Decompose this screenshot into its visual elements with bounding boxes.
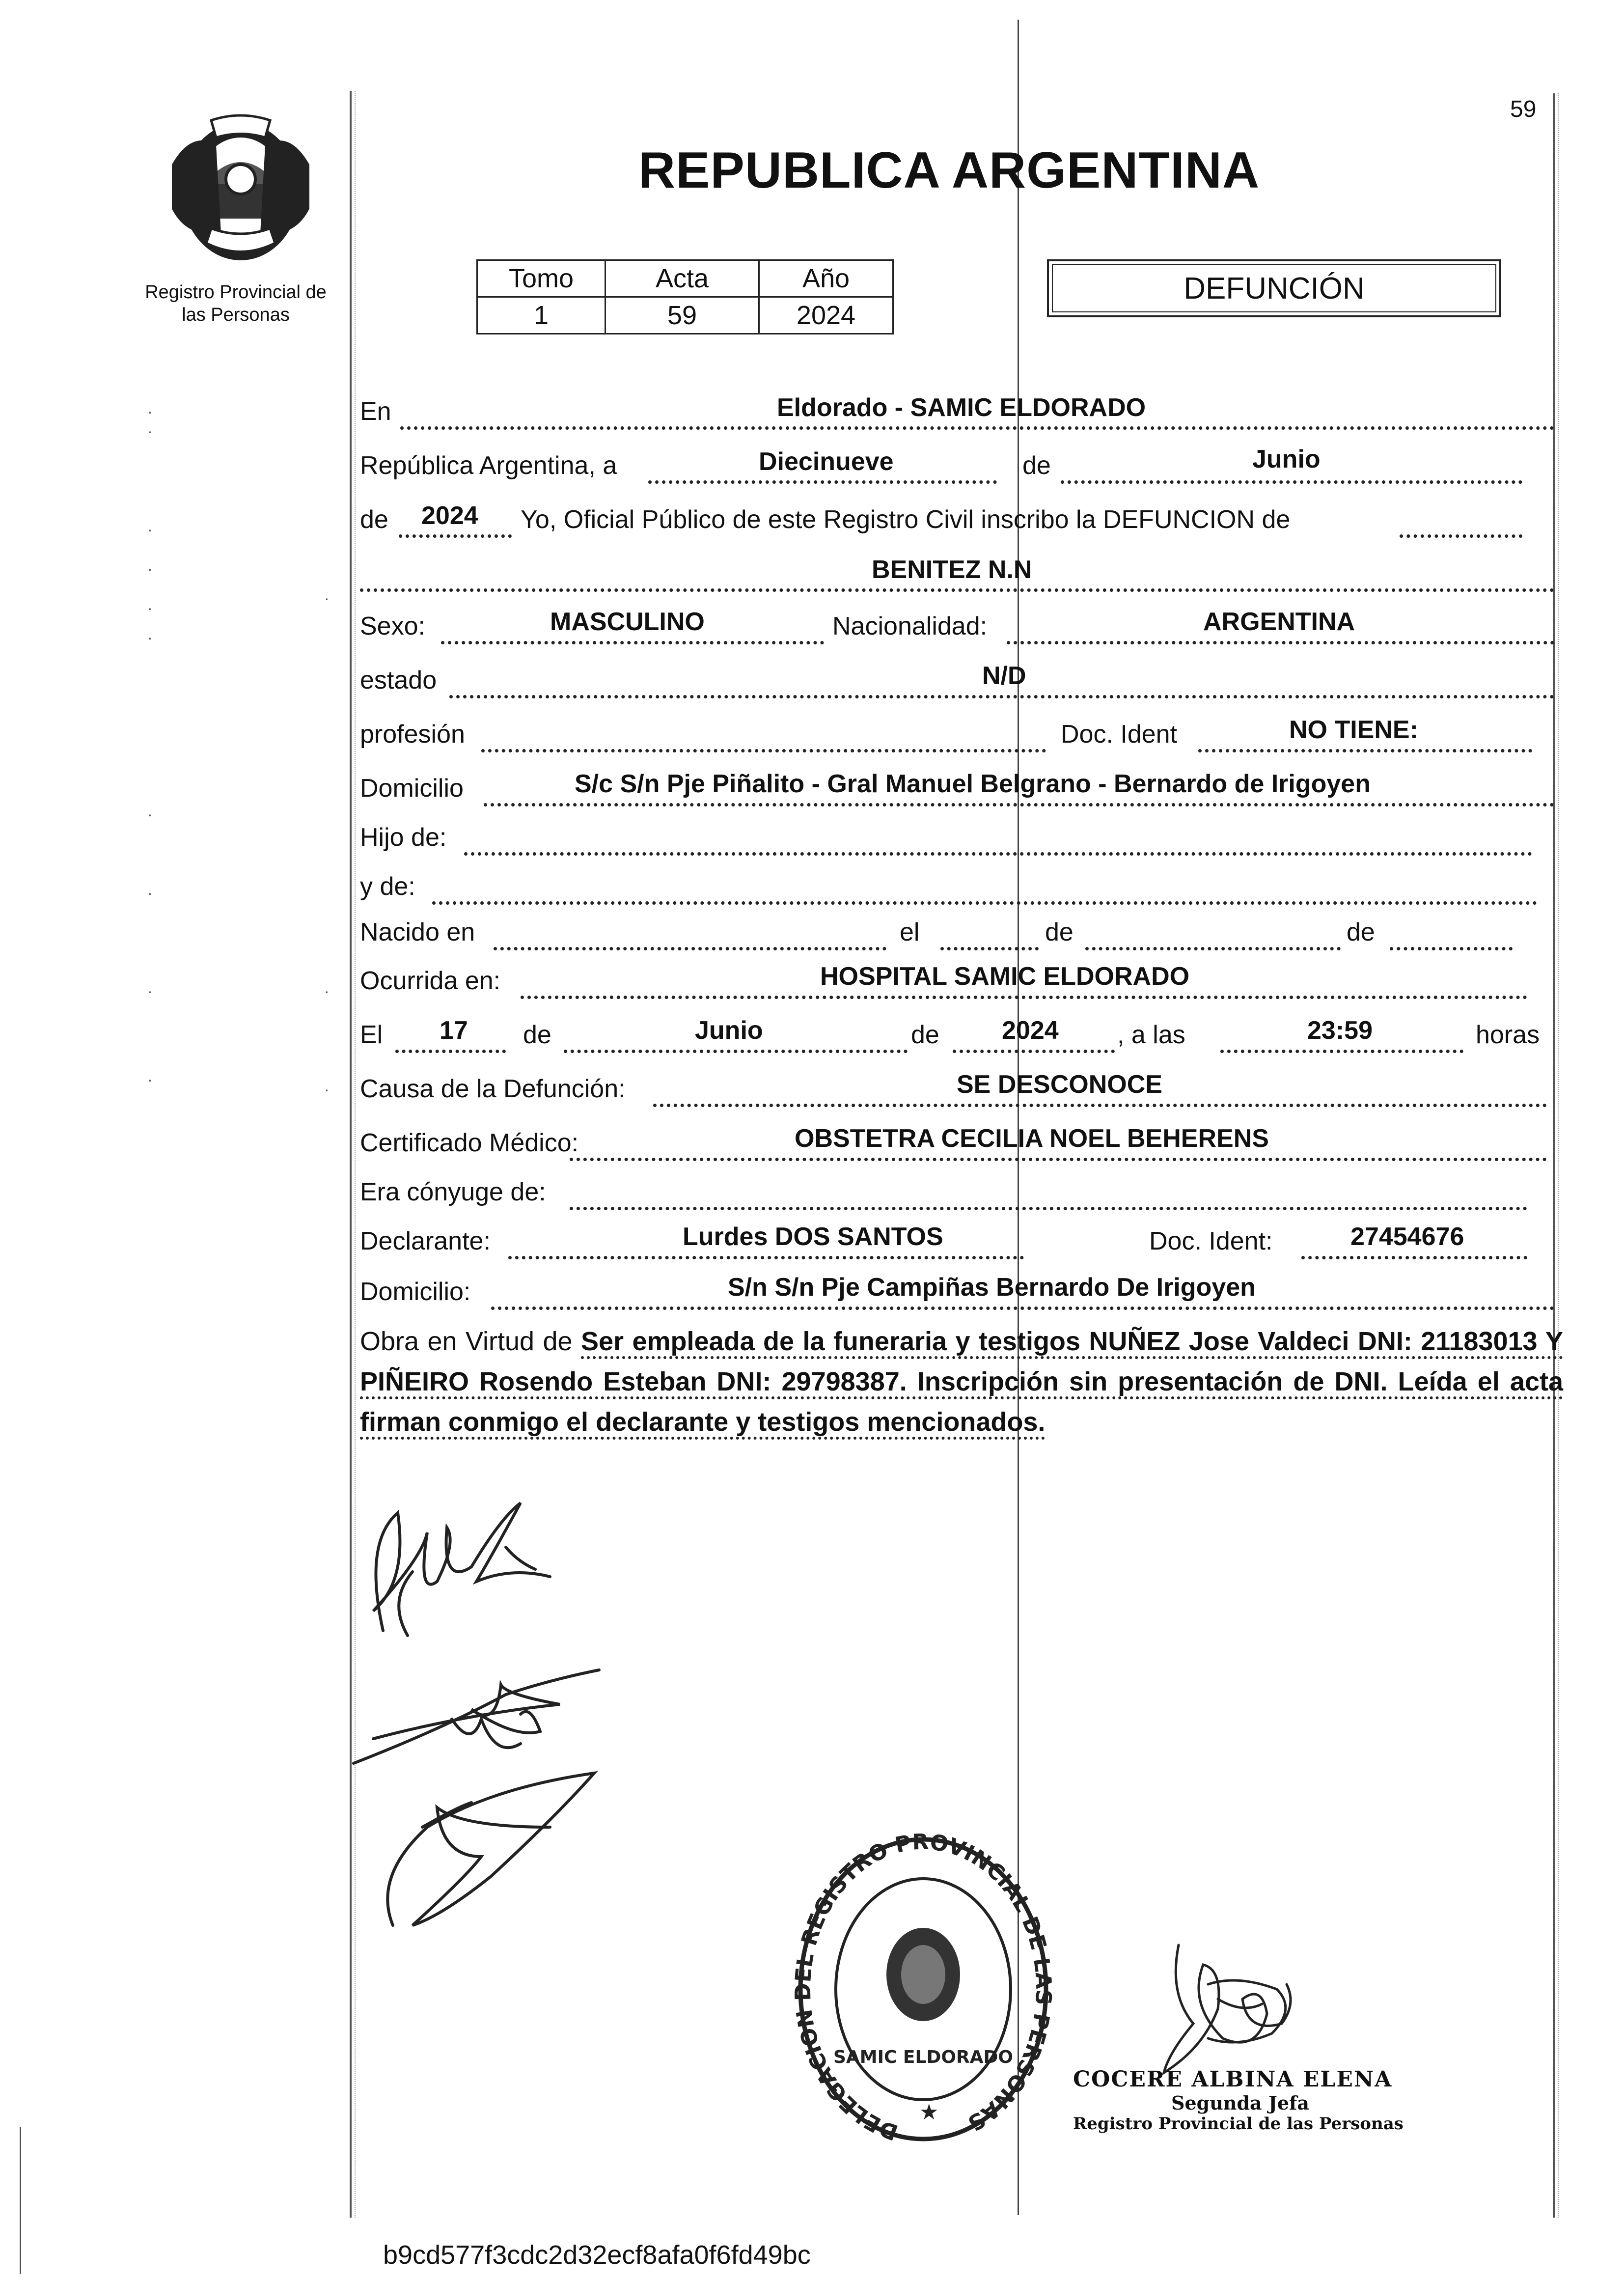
yde-dotted-line [432, 901, 1537, 905]
republica-label: República Argentina, a [360, 451, 617, 480]
page-number: 59 [1510, 96, 1537, 122]
official-title: Segunda Jefa [1171, 2092, 1309, 2114]
scan-mark: · [147, 884, 153, 902]
yde-label: y de: [360, 872, 415, 901]
document-title: REPUBLICA ARGENTINA [638, 142, 1260, 199]
register-value-anio: 2024 [759, 297, 893, 334]
scan-mark: · [147, 521, 153, 538]
declarante-label: Declarante: [360, 1227, 491, 1255]
el2-month-dotted-line [564, 1050, 908, 1053]
intro-text: Yo, Oficial Público de este Registro Civil inscribo la DEFUNCION de [521, 505, 1291, 534]
domicilio2-dotted-line [491, 1307, 1554, 1310]
doc-dotted-line [1198, 749, 1532, 752]
de4-dotted-line [1390, 947, 1513, 950]
register-header-acta: Acta [606, 260, 759, 297]
year-dotted-line [399, 534, 512, 538]
profesion-dotted-line [481, 749, 1046, 752]
el-dotted-line [940, 947, 1039, 950]
registry-name [133, 281, 339, 326]
scan-mark: · [147, 560, 153, 578]
register-header-tomo: Tomo [477, 260, 606, 297]
domicilio2-label: Domicilio: [360, 1278, 471, 1306]
scan-mark: · [147, 1071, 153, 1088]
nacido-label: Nacido en [360, 918, 475, 946]
domicilio2-value: S/n S/n Pje Campiñas Bernardo De Irigoyen [728, 1273, 1256, 1302]
de2-label: de [360, 505, 388, 534]
sexo-label: Sexo: [360, 612, 425, 640]
doc-value: NO TIENE: [1289, 716, 1418, 744]
scan-mark: · [147, 806, 153, 823]
official-stamp [791, 1827, 1056, 2146]
causa-label: Causa de la Defunción: [360, 1075, 626, 1103]
ocurrida-value: HOSPITAL SAMIC ELDORADO [820, 962, 1190, 991]
horas-label: horas [1476, 1021, 1540, 1049]
el-label: el [900, 918, 920, 946]
el2-year: 2024 [1002, 1016, 1059, 1045]
el2-day: 17 [440, 1016, 468, 1045]
hora-dotted-line [1220, 1050, 1463, 1053]
obra-paragraph [360, 1321, 1563, 1442]
estado-value: N/D [982, 662, 1026, 690]
misiones-seal-icon [162, 111, 319, 268]
obra-text: Ser empleada de la funeraria y testigos NUÑEZ Jose Valdeci DNI: 21183013 Y PIÑEIRO Rosendo Esteban DNI: 29798387. Inscripción sin presentación de DNI. Leída el acta firman conmigo el declarante y testigos mencionados. [360, 1327, 1563, 1440]
doc2-label: Doc. Ident: [1149, 1227, 1273, 1255]
conyuge-dotted-line [570, 1207, 1527, 1210]
official-name: COCERE ALBINA ELENA [1073, 2067, 1393, 2092]
hora-value: 23:59 [1307, 1016, 1373, 1045]
intro-dotted-line [1400, 534, 1522, 538]
cert-label: Certificado Médico: [360, 1129, 579, 1157]
alas-label: , a las [1117, 1021, 1185, 1049]
scan-mark: · [147, 403, 153, 420]
scan-mark: · [147, 982, 153, 1000]
doc2-dotted-line [1301, 1256, 1527, 1259]
registry-name-line2: las Personas [182, 305, 290, 325]
de6-label: de [911, 1021, 939, 1049]
act-type-box: DEFUNCIÓN [1047, 259, 1501, 317]
sexo-dotted-line [441, 641, 824, 644]
hijo-label: Hijo de: [360, 823, 447, 852]
en-dotted-line [400, 426, 1554, 430]
de3-label: de [1045, 918, 1073, 946]
domicilio-label: Domicilio [360, 774, 464, 803]
de5-label: de [523, 1021, 551, 1049]
register-value-acta: 59 [606, 297, 759, 334]
official-block [1073, 2067, 1404, 2134]
conyuge-label: Era cónyuge de: [360, 1178, 546, 1206]
nacionalidad-label: Nacionalidad: [832, 612, 988, 640]
doc2-value: 27454676 [1350, 1223, 1464, 1251]
causa-value: SE DESCONOCE [957, 1070, 1162, 1099]
stamp-star-icon: ★ [919, 2100, 939, 2124]
domicilio-dotted-line [484, 803, 1554, 806]
register-header-anio: Año [759, 260, 893, 297]
cert-dotted-line [570, 1158, 1547, 1161]
sexo-value: MASCULINO [550, 608, 705, 636]
right-margin-dotted-line [1558, 93, 1559, 2218]
register-value-tomo: 1 [477, 297, 606, 334]
declarante-dotted-line [508, 1256, 1024, 1259]
stamp-inner-text: SAMIC ELDORADO [833, 2047, 1014, 2067]
name-dotted-line [360, 588, 1554, 592]
day-value: Diecinueve [759, 447, 894, 476]
causa-dotted-line [653, 1104, 1547, 1107]
declarante-value: Lurdes DOS SANTOS [683, 1223, 943, 1251]
el2-year-dotted-line [953, 1050, 1115, 1053]
registry-name-line1: Registro Provincial de [145, 282, 327, 303]
witness-signatures [344, 1483, 737, 1999]
de3-dotted-line [1085, 947, 1341, 950]
domicilio-value: S/c S/n Pje Piñalito - Gral Manuel Belgrano - Bernardo de Irigoyen [575, 770, 1371, 798]
cert-value: OBSTETRA CECILIA NOEL BEHERENS [795, 1124, 1269, 1153]
stamp-ring-text: DELEGACION DEL REGISTRO PROVINCIAL DE LAS PERSONAS [791, 1829, 1056, 2145]
doc-label: Doc. Ident [1061, 720, 1178, 749]
nacionalidad-value: ARGENTINA [1203, 608, 1355, 636]
ocurrida-dotted-line [521, 996, 1527, 999]
scan-mark: · [324, 589, 330, 607]
en-label: En [360, 397, 391, 426]
scan-mark: · [324, 982, 330, 1000]
de4-label: de [1347, 918, 1375, 946]
register-table [476, 259, 894, 334]
scan-mark: · [147, 599, 153, 617]
day-dotted-line [648, 480, 997, 484]
de1-label: de [1022, 451, 1051, 480]
estado-dotted-line [449, 695, 1554, 698]
official-office: Registro Provincial de las Personas [1073, 2114, 1404, 2134]
obra-label: Obra en Virtud de [360, 1327, 573, 1356]
profesion-label: profesión [360, 720, 465, 749]
document-hash: b9cd577f3cdc2d32ecf8afa0f6fd49bc [383, 2240, 811, 2270]
en-value: Eldorado - SAMIC ELDORADO [777, 393, 1146, 422]
month-value: Junio [1252, 445, 1321, 473]
nacido-dotted-line [494, 947, 886, 950]
ocurrida-label: Ocurrida en: [360, 967, 501, 995]
scan-mark: · [324, 1081, 330, 1098]
deceased-name: BENITEZ N.N [872, 556, 1032, 584]
el2-label: El [360, 1021, 383, 1049]
page-edge-line [20, 2127, 21, 2274]
year-value: 2024 [421, 501, 478, 530]
scan-mark: · [147, 629, 153, 646]
month-dotted-line [1061, 480, 1522, 484]
hijo-dotted-line [464, 852, 1532, 856]
estado-label: estado [360, 666, 437, 695]
right-margin-line [1553, 93, 1555, 2218]
scan-mark: · [147, 422, 153, 440]
el2-month: Junio [695, 1016, 763, 1045]
nacionalidad-dotted-line [1007, 641, 1554, 644]
el2-day-dotted-line [395, 1050, 506, 1053]
